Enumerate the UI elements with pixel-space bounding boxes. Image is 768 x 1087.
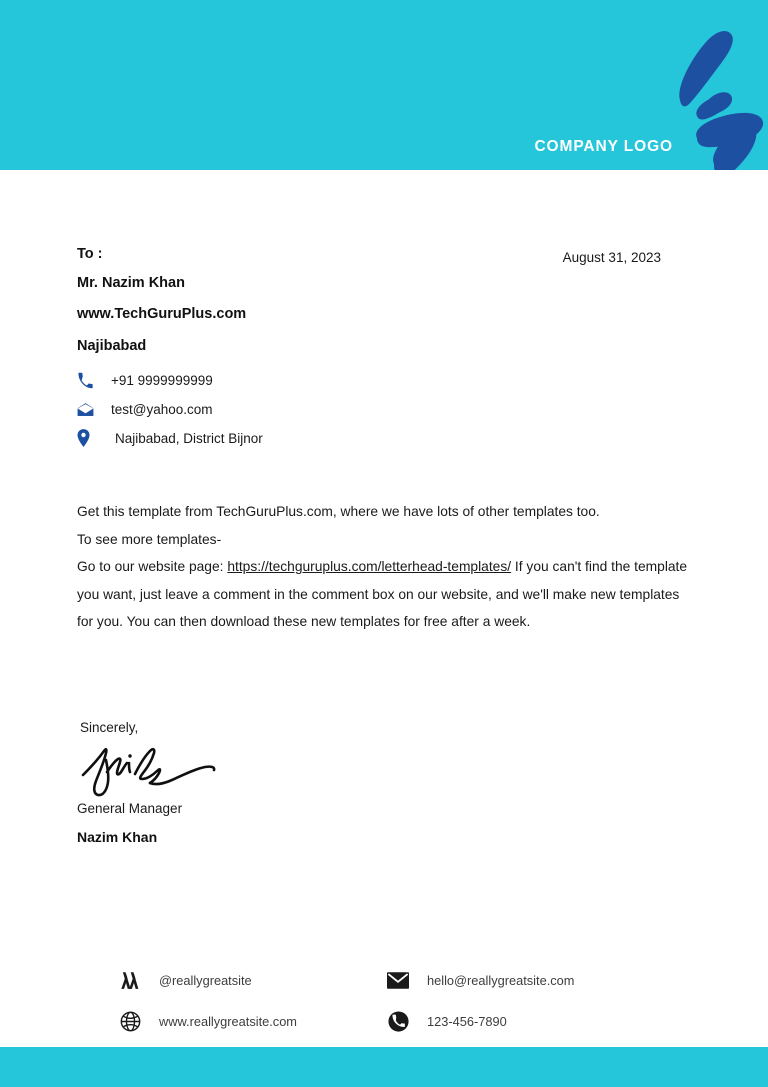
location-pin-icon [77, 429, 103, 447]
footer-social-item[interactable] [118, 968, 386, 992]
footer-website-item[interactable] [118, 1009, 386, 1033]
header-band [0, 0, 768, 170]
recipient-name: Mr. Nazim Khan [77, 274, 185, 291]
recipient-email-row [77, 399, 457, 419]
recipient-location-row [77, 428, 457, 448]
footer-phone-value: 123-456-7890 [427, 1013, 507, 1029]
handwritten-signature-icon [77, 741, 227, 799]
recipient-city: Najibabad [77, 337, 147, 354]
footer-contacts [118, 968, 678, 1033]
email-icon [386, 968, 410, 992]
footer-email-item[interactable] [386, 968, 678, 992]
social-handle-icon [118, 968, 142, 992]
footer-social-value: @reallygreatsite [159, 972, 252, 988]
recipient-address-block [77, 247, 457, 457]
company-logo-label: COMPANY LOGO [534, 138, 673, 155]
letter-body [77, 498, 695, 636]
footer-email-value: hello@reallygreatsite.com [427, 972, 575, 988]
body-line-3-suffix: If you can't find the template you want, just leave a comment in the comment box on our website, and we'll make new templates for you. You can then download these new templates for free after a week. [77, 559, 688, 629]
letterhead-templates-link[interactable]: https://techguruplus.com/letterhead-templates/ [227, 559, 512, 574]
phone-circle-icon [386, 1009, 410, 1033]
closing-salutation: Sincerely, [80, 720, 139, 735]
footer-band [0, 1047, 768, 1087]
recipient-website: www.TechGuruPlus.com [77, 306, 247, 322]
recipient-location-value: Najibabad, District Bijnor [115, 430, 263, 446]
signature-block [77, 720, 397, 845]
signer-job-title: General Manager [77, 801, 183, 816]
footer-phone-item[interactable] [386, 1009, 678, 1033]
globe-icon [118, 1009, 142, 1033]
phone-icon [77, 372, 103, 389]
signer-name: Nazim Khan [77, 829, 158, 845]
body-line-3-prefix: Go to our website page: [77, 559, 228, 574]
abstract-blob-logo-icon [650, 4, 768, 170]
letter-date: August 31, 2023 [562, 250, 661, 265]
body-line-1: Get this template from TechGuruPlus.com, where we have lots of other templates too. [77, 504, 600, 519]
recipient-email-value: test@yahoo.com [111, 401, 213, 417]
recipient-phone-value: +91 9999999999 [111, 372, 213, 388]
body-line-2: To see more templates- [77, 531, 222, 547]
envelope-icon [77, 402, 103, 417]
recipient-phone-row [77, 370, 457, 390]
footer-website-value: www.reallygreatsite.com [159, 1013, 297, 1029]
recipient-to-label: To : [77, 246, 103, 262]
